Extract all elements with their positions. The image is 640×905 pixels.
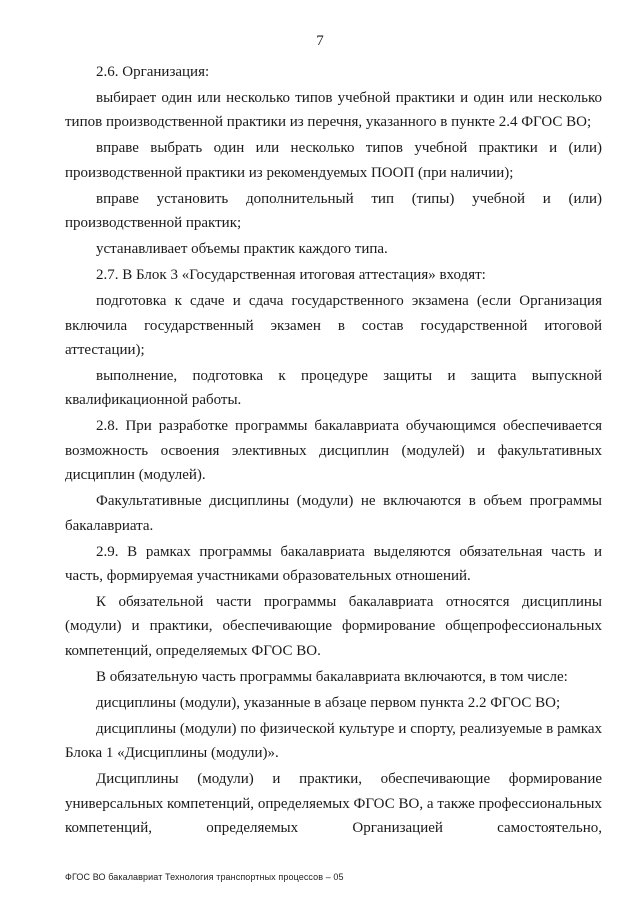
page-number: 7	[316, 33, 324, 49]
paragraph: устанавливает объемы практик каждого типа.	[96, 241, 388, 258]
paragraph: 2.6. Организация:	[96, 64, 210, 80]
paragraph: Дисциплины (модули) и практики, обеспечивающие формирование универсальных компетенций, определяемых ФГОС ВО, а также профессиональных компетенций, определяемых Организацией самостоятельно,	[65, 771, 602, 837]
paragraph: дисциплины (модули), указанные в абзаце первом пункта 2.2 ФГОС ВО;	[96, 694, 561, 711]
paragraph: 2.7. В Блок 3 «Государственная итоговая аттестация» входят:	[96, 267, 486, 284]
paragraph: вправе выбрать один или несколько типов учебной практики и (или) производственной практики из рекомендуемых ПООП (при наличии);	[65, 140, 602, 181]
paragraph: К обязательной части программы бакалавриата относятся дисциплины (модули) и практики, обеспечивающие формирование общепрофессиональных компетенций, определяемых ФГОС ВО.	[65, 594, 602, 659]
document-body	[65, 60, 602, 841]
paragraph: 2.9. В рамках программы бакалавриата выделяются обязательная часть и часть, формируемая участниками образовательных отношений.	[65, 543, 602, 585]
paragraph: дисциплины (модули) по физической культуре и спорту, реализуемые в рамках Блока 1 «Дисциплины (модули)».	[65, 720, 602, 762]
paragraph: подготовка к сдаче и сдача государственного экзамена (если Организация включила государственный экзамен в состав государственной итоговой аттестации);	[65, 293, 602, 359]
paragraph: В обязательную часть программы бакалавриата включаются, в том числе:	[96, 668, 568, 685]
page-footer: ФГОС ВО бакалавриат Технология транспортных процессов – 05	[65, 872, 344, 882]
paragraph: выполнение, подготовка к процедуре защиты и защита выпускной квалификационной работы.	[65, 368, 602, 409]
paragraph: выбирает один или несколько типов учебной практики и один или несколько типов производственной практики из перечня, указанного в пункте 2.4 ФГОС ВО;	[65, 90, 602, 131]
paragraph: 2.8. При разработке программы бакалавриата обучающимся обеспечивается возможность освоения элективных дисциплин (модулей) и факультативных дисциплин (модулей).	[65, 418, 602, 484]
paragraph: вправе установить дополнительный тип (типы) учебной и (или) производственной практик;	[65, 190, 602, 232]
paragraph: Факультативные дисциплины (модули) не включаются в объем программы бакалавриата.	[65, 493, 602, 534]
